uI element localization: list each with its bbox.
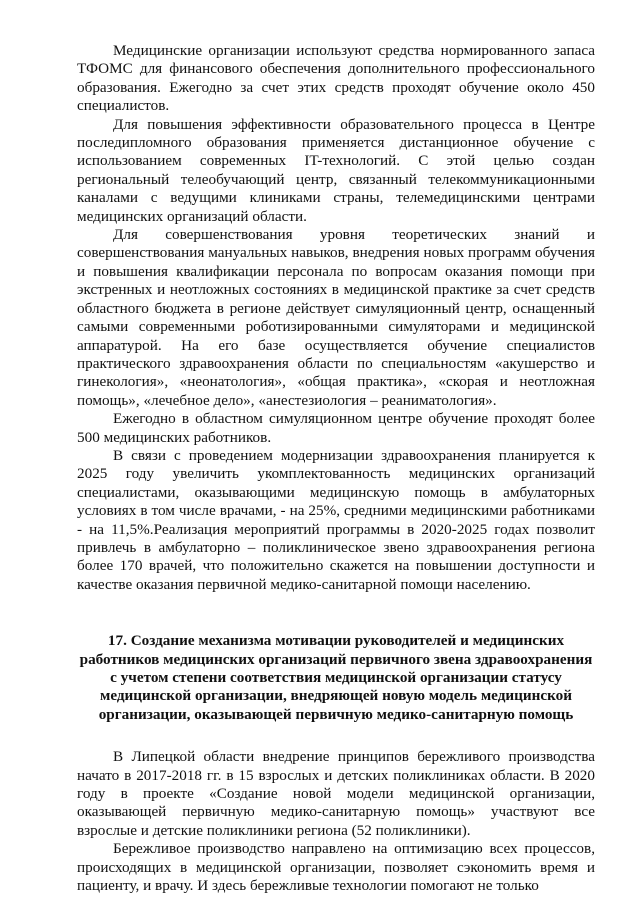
paragraph-lean-production: Бережливое производство направлено на оптимизацию всех процессов, происходящих в медицинской организации, позволяет сэкономить время и пациенту, и врачу. И здесь бережливые технологии помогают не только [77, 840, 595, 895]
document-page [77, 42, 595, 895]
paragraph-simulation-annual: Ежегодно в областном симуляционном центре обучение проходят более 500 медицинских работников. [77, 410, 595, 446]
paragraph-simulation-center: Для совершенствования уровня теоретических знаний и совершенствования мануальных навыков, внедрения новых программ обучения и повышения квалификации персонала по вопросам оказания помощи при экстренных и неотложных состояниях в медицинской практике за счет средств областного бюджета в регионе действует симуляционный центр, оснащенный самыми современными роботизированными симуляторами и медицинской аппаратурой. На его базе осуществляется обучение специалистов практического здравоохранения области по специальностям «акушерство и гинекология», «неонатология», «общая практика», «скорая и неотложная помощь», «лечебное дело», «анестезиология – реаниматология». [77, 226, 595, 409]
heading-line: 17. Создание механизма мотивации руководителей и медицинских [107, 632, 565, 650]
paragraph-lean-lipetsk: В Липецкой области внедрение принципов бережливого производства начато в 2017-2018 гг. в 15 взрослых и детских поликлиниках области. В 2020 году в проекте «Создание новой модели медицинской организации, оказывающей первичную медико-санитарную помощь» участвуют все взрослые и детские поликлиники региона (52 поликлиники). [77, 748, 595, 839]
heading-line: с учетом степени соответствия медицинской организации статусу [110, 669, 562, 686]
paragraph-nz-tfoms: Медицинские организации используют средства нормированного запаса ТФОМС для финансового обеспечения дополнительного профессионального образования. Ежегодно за счет этих средств проходят обучение около 450 специалистов. [77, 42, 595, 115]
paragraph-modernization: В связи с проведением модернизации здравоохранения планируется к 2025 году увеличить укомплектованность медицинских организаций специалистами, оказывающими медицинскую помощь в амбулаторных условиях в том числе врачами, - на 25%, средними медицинскими работниками - на 11,5%.Реализация мероприятий программы в 2020-2025 годах позволит привлечь в амбулаторно – поликлиническое звено здравоохранения региона более 170 врачей, что положительно скажется на повышении доступности и качестве оказания первичной медико-санитарной помощи населению. [77, 446, 595, 593]
heading-line: работников медицинских организаций первичного звена здравоохранения [79, 650, 593, 668]
paragraph-distance-learning: Для повышения эффективности образовательного процесса в Центре последипломного образования применяется дистанционное обучение с использованием современных IT-технологий. С этой целью создан региональный телеобучающий центр, связанный телекоммуникационными каналами с ведущими клиниками страны, телемедицинскими центрами медицинских организаций области. [77, 115, 595, 225]
heading-line: медицинской организации, внедряющей новую модель медицинской [99, 687, 573, 705]
heading-line: организации, оказывающей первичную медико-санитарную помощь [98, 705, 574, 723]
section-heading [77, 632, 595, 724]
